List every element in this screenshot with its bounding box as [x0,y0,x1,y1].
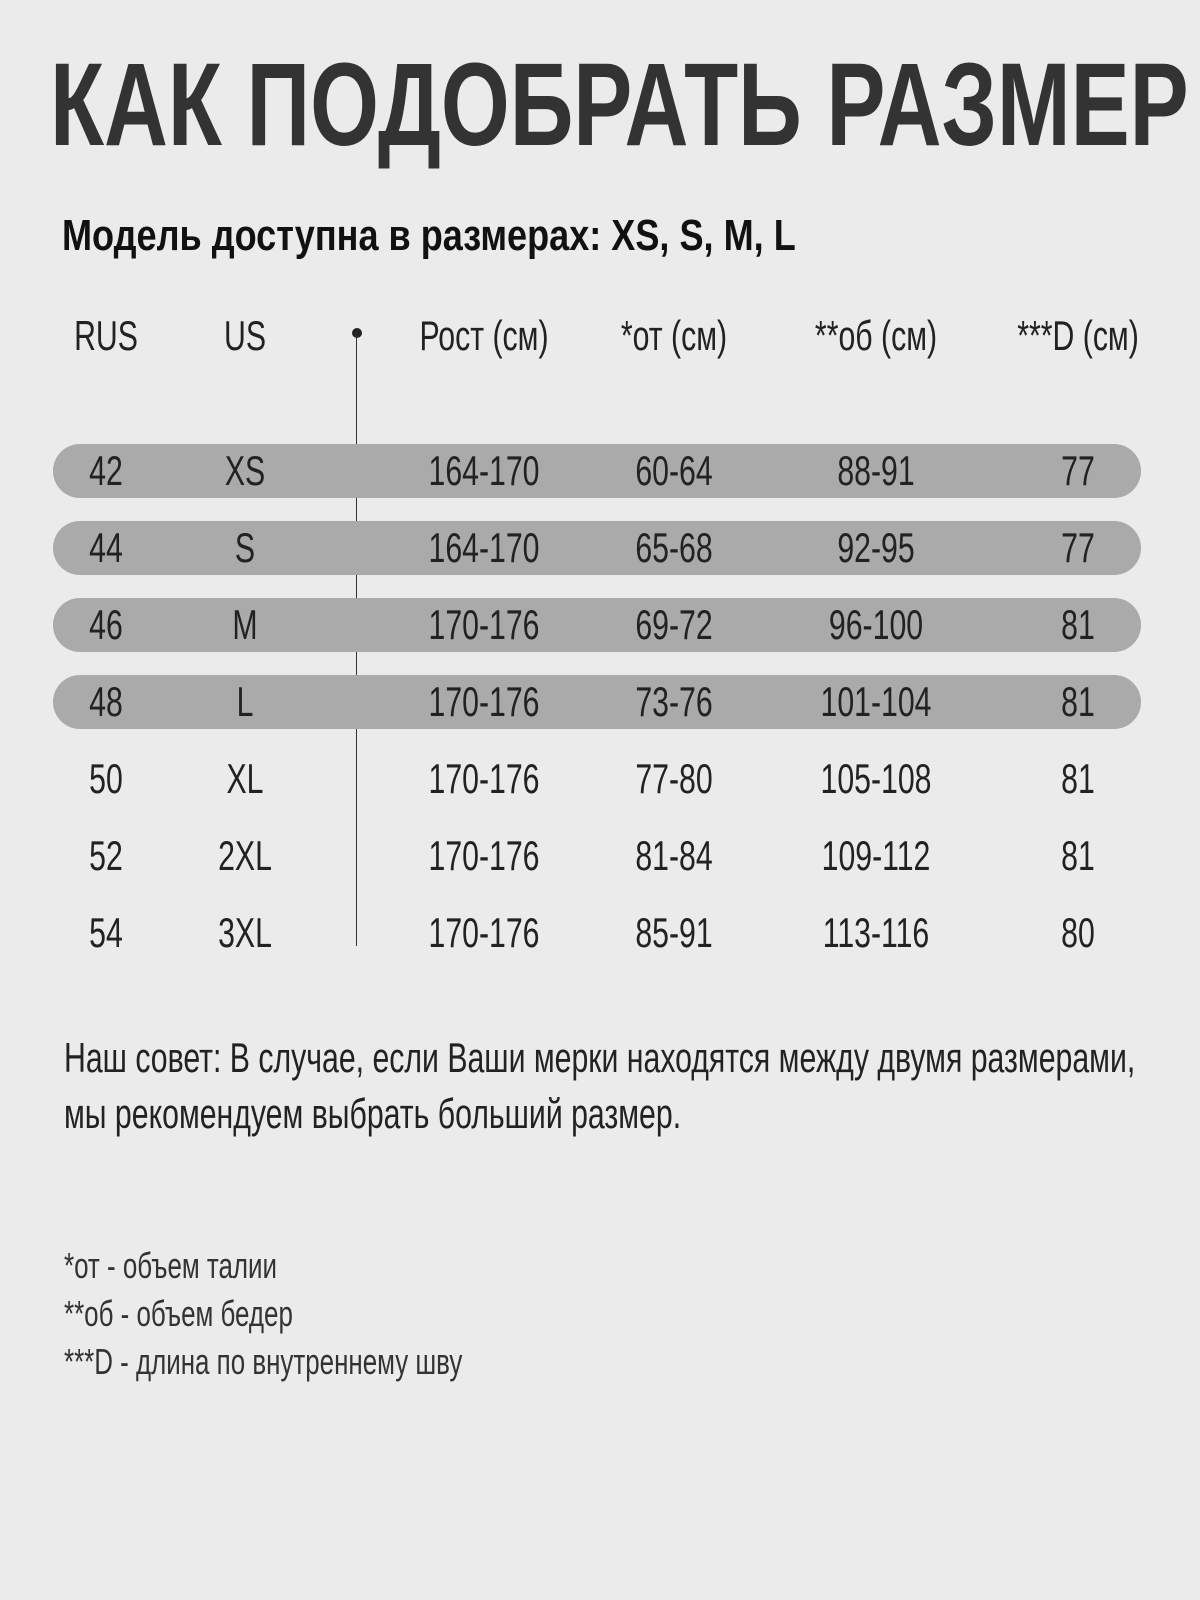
cell-rus: 46 [89,601,123,648]
cell-rus: 44 [89,524,123,571]
cell-rus: 54 [89,909,123,956]
header-hips: **об (см) [814,312,938,359]
footnote-inseam: ***D - длина по внутреннему шву [64,1341,463,1382]
cell-us: L [236,678,254,725]
cell-us: S [234,524,256,571]
cell-inseam: 80 [1061,909,1095,956]
footnote-waist: *от - объем талии [64,1245,277,1286]
advice-line: мы рекомендуем выбрать больший размер. [64,1090,682,1137]
cell-height: 164-170 [428,447,540,494]
available-size-highlight [53,444,1141,498]
cell-us: 3XL [218,909,272,956]
table-row [0,521,1200,575]
available-size-highlight [53,521,1141,575]
available-size-highlight [53,675,1141,729]
divider-dot [352,328,362,338]
cell-height: 164-170 [428,524,540,571]
cell-inseam: 77 [1061,447,1095,494]
advice-line: Наш совет: В случае, если Ваши мерки находятся между двумя размерами, [64,1034,1136,1081]
cell-height: 170-176 [428,755,540,802]
cell-inseam: 77 [1061,524,1095,571]
footnote-hips: **об - объем бедер [64,1293,293,1334]
cell-rus: 50 [89,755,123,802]
cell-hips: 101-104 [820,678,932,725]
table-row [0,598,1200,652]
cell-us: XS [224,447,266,494]
cell-waist: 69-72 [635,601,713,648]
cell-inseam: 81 [1061,601,1095,648]
header-us: US [223,312,267,359]
cell-hips: 113-116 [822,909,930,956]
cell-hips: 109-112 [821,832,931,879]
cell-us: 2XL [218,832,272,879]
table-row [0,906,1200,960]
cell-hips: 96-100 [828,601,924,648]
cell-height: 170-176 [428,832,540,879]
cell-rus: 48 [89,678,123,725]
footnotes [64,1242,496,1386]
cell-waist: 81-84 [635,832,713,879]
cell-inseam: 81 [1061,678,1095,725]
table-row [0,752,1200,806]
page-title: КАК ПОДОБРАТЬ РАЗМЕР [50,39,1189,171]
header-height: Рост (см) [419,312,549,359]
cell-height: 170-176 [428,601,540,648]
available-sizes-subtitle: Модель доступна в размерах: XS, S, M, L [62,211,796,260]
cell-inseam: 81 [1061,832,1095,879]
cell-us: XL [226,755,264,802]
header-rus: RUS [74,312,138,359]
table-row [0,829,1200,883]
cell-waist: 77-80 [635,755,713,802]
header-waist: *от (см) [620,312,728,359]
cell-height: 170-176 [428,678,540,725]
cell-hips: 105-108 [820,755,932,802]
header-inseam: ***D (см) [1017,312,1139,359]
cell-hips: 92-95 [837,524,915,571]
cell-hips: 88-91 [837,447,915,494]
cell-waist: 85-91 [635,909,713,956]
advice-text [64,1030,1136,1142]
table-row [0,444,1200,498]
table-row [0,675,1200,729]
cell-us: M [232,601,258,648]
cell-rus: 52 [89,832,123,879]
cell-height: 170-176 [428,909,540,956]
cell-waist: 60-64 [635,447,713,494]
cell-waist: 73-76 [635,678,713,725]
cell-inseam: 81 [1061,755,1095,802]
cell-waist: 65-68 [635,524,713,571]
cell-rus: 42 [89,447,123,494]
available-size-highlight [53,598,1141,652]
